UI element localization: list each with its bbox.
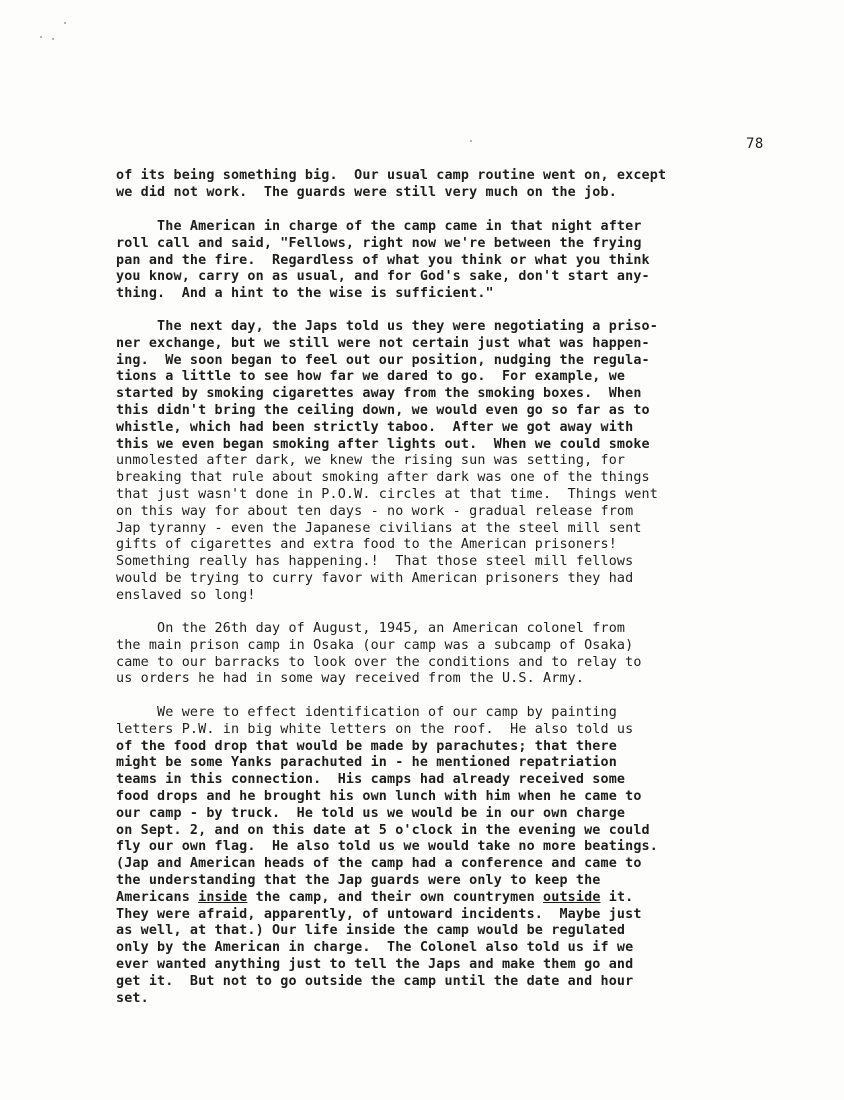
- text-line: this we even began smoking after lights out. When we could smoke: [116, 436, 650, 452]
- text-line: unmolested after dark, we knew the rising sun was setting, for: [116, 453, 626, 469]
- paragraph-3: [116, 319, 658, 605]
- text-line: would be trying to curry favor with American prisoners they had: [116, 570, 634, 586]
- text-line: They were afraid, apparently, of untoward incidents. Maybe just: [116, 906, 642, 922]
- text-line: (Jap and American heads of the camp had a conference and came to: [116, 856, 642, 872]
- text-line: teams in this connection. His camps had already received some: [116, 772, 626, 788]
- text-line: tions a little to see how far we dared to go. For example, we: [116, 369, 626, 385]
- text-line: on Sept. 2, and on this date at 5 o'clock in the evening we could: [116, 822, 650, 838]
- text-line: of the food drop that would be made by parachutes; that there: [116, 738, 617, 754]
- text-segment: Americans: [116, 889, 199, 905]
- text-line: get it. But not to go outside the camp until the date and hour: [116, 973, 634, 989]
- paragraph-4: [116, 621, 642, 688]
- paragraph-2: [116, 219, 650, 303]
- scan-speck: [64, 22, 66, 24]
- text-line: on this way for about ten days - no work - gradual release from: [116, 503, 634, 519]
- text-line: only by the American in charge. The Colonel also told us if we: [116, 940, 634, 956]
- paragraph-1: [116, 168, 666, 202]
- text-line: ing. We soon began to feel out our position, nudging the regula-: [116, 352, 650, 368]
- text-segment: the camp, and their own countrymen: [247, 889, 544, 905]
- text-line: gifts of cigarettes and extra food to the American prisoners!: [116, 537, 617, 553]
- text-line: this didn't bring the ceiling down, we would even go so far as to: [116, 402, 650, 418]
- page-number: 78: [746, 136, 764, 152]
- scan-speck: [52, 38, 54, 40]
- text-line: thing. And a hint to the wise is sufficient.": [116, 286, 494, 302]
- text-line: On the 26th day of August, 1945, an American colonel from: [116, 621, 626, 636]
- text-line: whistle, which had been strictly taboo. After we got away with: [116, 419, 634, 435]
- text-line: of its being something big. Our usual camp routine went on, except: [116, 168, 667, 183]
- text-line: breaking that rule about smoking after dark was one of the things: [116, 470, 650, 486]
- text-line: might be some Yanks parachuted in - he mentioned repatriation: [116, 755, 617, 771]
- text-line: Jap tyranny - even the Japanese civilians at the steel mill sent: [116, 520, 642, 536]
- text-line: we did not work. The guards were still very much on the job.: [116, 184, 617, 200]
- text-line-with-underline: [116, 890, 658, 907]
- text-line: the main prison camp in Osaka (our camp was a subcamp of Osaka): [116, 637, 634, 653]
- text-line: ner exchange, but we still were not certain just what was happen-: [116, 335, 650, 351]
- text-line: you know, carry on as usual, and for God's sake, don't start any-: [116, 269, 650, 285]
- text-line: enslaved so long!: [116, 587, 256, 603]
- underlined-word-outside: outside: [543, 889, 601, 905]
- text-line: We were to effect identification of our camp by painting: [116, 705, 617, 720]
- underlined-word-inside: inside: [198, 889, 248, 905]
- scan-speck: [470, 140, 472, 142]
- text-line: set.: [116, 990, 149, 1006]
- text-line: food drops and he brought his own lunch with him when he came to: [116, 788, 642, 804]
- text-line: Something really has happening.! That those steel mill fellows: [116, 554, 634, 570]
- scan-speck: [40, 36, 42, 38]
- text-line: us orders he had in some way received from the U.S. Army.: [116, 671, 585, 687]
- text-line: ever wanted anything just to tell the Japs and make them go and: [116, 956, 634, 972]
- text-line: came to our barracks to look over the conditions and to relay to: [116, 654, 642, 670]
- text-segment: it.: [600, 889, 634, 905]
- text-line: as well, at that.) Our life inside the camp would be regulated: [116, 923, 626, 939]
- text-line: that just wasn't done in P.O.W. circles at that time. Things went: [116, 486, 658, 502]
- text-line: The American in charge of the camp came in that night after: [116, 219, 642, 234]
- paragraph-5: [116, 705, 658, 1007]
- text-line: The next day, the Japs told us they were negotiating a priso-: [116, 319, 658, 334]
- text-line: our camp - by truck. He told us we would be in our own charge: [116, 805, 626, 821]
- text-line: started by smoking cigarettes away from the smoking boxes. When: [116, 386, 642, 402]
- text-line: pan and the fire. Regardless of what you think or what you think: [116, 252, 650, 268]
- text-line: fly our own flag. He also told us we would take no more beatings.: [116, 839, 658, 855]
- text-line: letters P.W. in big white letters on the roof. He also told us: [116, 721, 634, 737]
- text-line: the understanding that the Jap guards were only to keep the: [116, 872, 601, 888]
- text-line: roll call and said, "Fellows, right now we're between the frying: [116, 235, 642, 251]
